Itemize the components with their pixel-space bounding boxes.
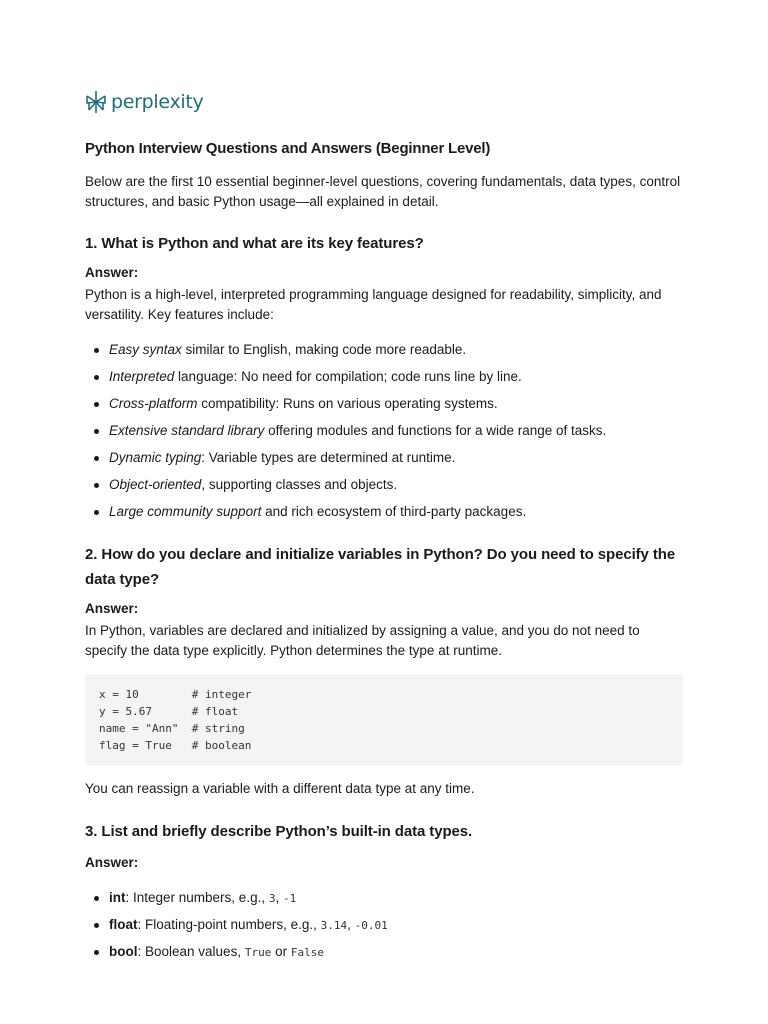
list-item: Dynamic typing: Variable types are determined at runtime. [85, 448, 685, 475]
code-block [85, 674, 683, 766]
question-3-answer-label: Answer: [85, 855, 139, 870]
list-item: float: Floating-point numbers, e.g., 3.14, -0.01 [85, 915, 685, 942]
list-item: Object-oriented, supporting classes and objects. [85, 475, 685, 502]
question-1-heading: 1. What is Python and what are its key features? [85, 235, 424, 252]
features-list [85, 340, 685, 529]
page-title: Python Interview Questions and Answers (Beginner Level) [85, 140, 491, 157]
question-2-followup: You can reassign a variable with a different data type at any time. [85, 781, 475, 796]
code-content: x = 10 # integer y = 5.67 # float name = "Ann" # string flag = True # boolean [99, 688, 252, 752]
perplexity-logo [85, 90, 203, 114]
list-item: bool: Boolean values, True or False [85, 942, 685, 969]
question-2-answer-label: Answer: [85, 601, 139, 616]
question-2-heading: 2. How do you declare and initialize variables in Python? Do you need to specify the data type? [85, 546, 676, 588]
brand-name: perplexity [111, 91, 204, 113]
question-2-answer-text: In Python, variables are declared and initialized by assigning a value, and you do not need to specify the data type explicitly. Python determines the type at runtime. [85, 623, 640, 658]
question-3-heading: 3. List and briefly describe Python’s built-in data types. [85, 823, 473, 840]
question-1-answer-label: Answer: [85, 265, 139, 280]
list-item: Interpreted language: No need for compilation; code runs line by line. [85, 367, 685, 394]
data-types-list [85, 888, 685, 969]
list-item: int: Integer numbers, e.g., 3, -1 [85, 888, 685, 915]
list-item: Easy syntax similar to English, making code more readable. [85, 340, 685, 367]
question-1-answer-text: Python is a high-level, interpreted programming language designed for readability, simplicity, and versatility. Key features include: [85, 287, 662, 322]
list-item: Extensive standard library offering modules and functions for a wide range of tasks. [85, 421, 685, 448]
intro-paragraph: Below are the first 10 essential beginner-level questions, covering fundamentals, data types, control structures, and basic Python usage—all explained in detail. [85, 174, 681, 209]
list-item: Large community support and rich ecosystem of third-party packages. [85, 502, 685, 529]
perplexity-logo-icon [85, 90, 107, 114]
list-item: Cross-platform compatibility: Runs on various operating systems. [85, 394, 685, 421]
